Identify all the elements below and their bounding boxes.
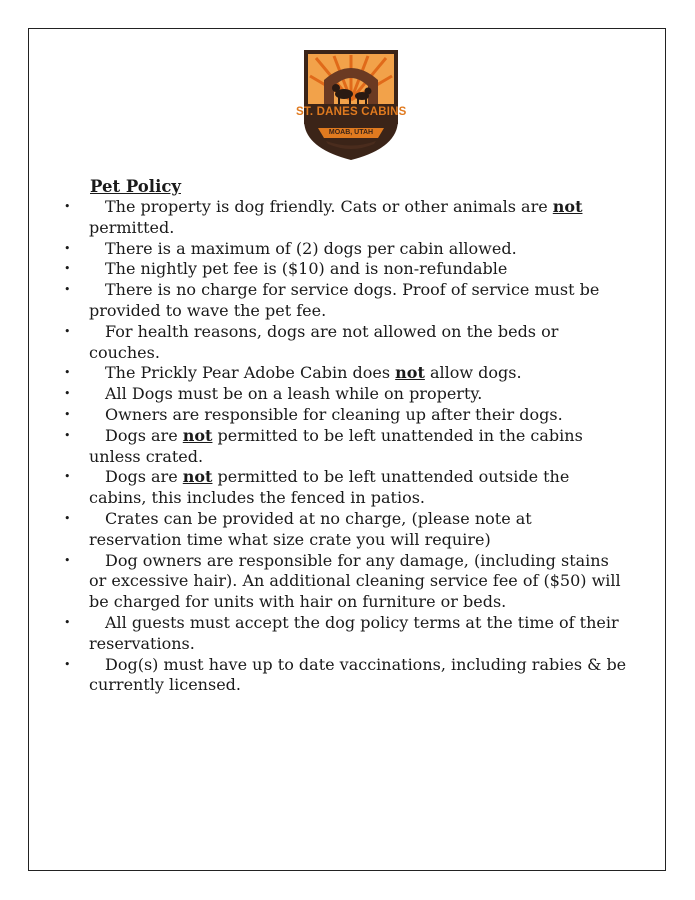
policy-item (0, 280, 629, 322)
bullet-icon: • (64, 657, 71, 671)
policy-item-text: All Dogs must be on a leash while on property. (105, 384, 483, 404)
policy-item-text: Crates can be provided at no charge, (please note at reservation time what size crate you will require) (89, 508, 532, 549)
policy-item-text: Dog(s) must have up to date vaccinations, including rabies & be currently licensed. (89, 654, 627, 695)
policy-item (0, 322, 629, 364)
policy-item (0, 259, 629, 280)
bullet-icon: • (64, 553, 71, 567)
policy-item-text: There is a maximum of (2) dogs per cabin allowed. (105, 238, 517, 258)
policy-item-emphasis: not (182, 467, 213, 487)
bullet-icon: • (64, 200, 71, 213)
bullet-icon: • (64, 511, 71, 525)
bullet-icon: • (64, 615, 71, 629)
policy-item-text: The nightly pet fee is ($10) and is non-refundable (105, 259, 508, 279)
policy-list (0, 197, 695, 696)
policy-item-emphasis: not (182, 425, 213, 445)
policy-item (0, 467, 629, 509)
policy-item-text: For health reasons, dogs are not allowed on the beds or couches. (89, 321, 559, 362)
policy-item (0, 551, 629, 613)
policy-item-text: Dogs are (105, 425, 183, 445)
policy-item (0, 239, 629, 260)
policy-item (0, 509, 629, 551)
policy-item-text: There is no charge for service dogs. Proof of service must be provided to wave the pet fee. (89, 280, 600, 320)
logo-location: MOAB, UTAH (328, 129, 374, 136)
policy-item-text: Owners are responsible for cleaning up after their dogs. (105, 404, 563, 424)
policy-title: Pet Policy (90, 177, 181, 196)
bullet-icon: • (64, 283, 71, 297)
bullet-icon: • (64, 366, 71, 380)
bullet-icon: • (64, 262, 71, 276)
bullet-icon: • (64, 241, 71, 255)
policy-item (0, 384, 629, 405)
bullet-icon: • (64, 324, 71, 338)
st-danes-cabins-logo (296, 42, 406, 164)
policy-item-text: The Prickly Pear Adobe Cabin does (105, 363, 396, 383)
policy-item-text-end: permitted. (89, 217, 175, 237)
logo-badge-icon (296, 42, 406, 164)
policy-item (0, 613, 629, 655)
policy-item (0, 405, 629, 426)
policy-item-emphasis: not (395, 363, 425, 383)
policy-item-text: Dogs are (105, 467, 183, 487)
bullet-icon: • (64, 407, 71, 421)
policy-item-text-end: permitted to be left unattended in the cabins unless crated. (89, 425, 583, 466)
policy-item (0, 426, 629, 468)
policy-item (0, 363, 629, 384)
policy-item (0, 197, 629, 239)
policy-item-text-end: allow dogs. (424, 363, 522, 383)
policy-item (0, 655, 629, 697)
policy-item-text: Dog owners are responsible for any damage, (including stains or excessive hair). An additional cleaning service fee of ($50) will be charged for units with hair on furniture or beds. (89, 550, 621, 612)
bullet-icon: • (64, 470, 71, 484)
bullet-icon: • (64, 387, 71, 401)
policy-item-text-end: permitted to be left unattended outside the cabins, this includes the fenced in patios. (89, 467, 570, 508)
policy-item-text: The property is dog friendly. Cats or other animals are (105, 197, 553, 216)
policy-item-emphasis: not (552, 197, 583, 216)
bullet-icon: • (64, 428, 71, 442)
policy-item-text: All guests must accept the dog policy terms at the time of their reservations. (89, 612, 619, 653)
logo-name: ST. DANES CABINS (296, 106, 407, 118)
